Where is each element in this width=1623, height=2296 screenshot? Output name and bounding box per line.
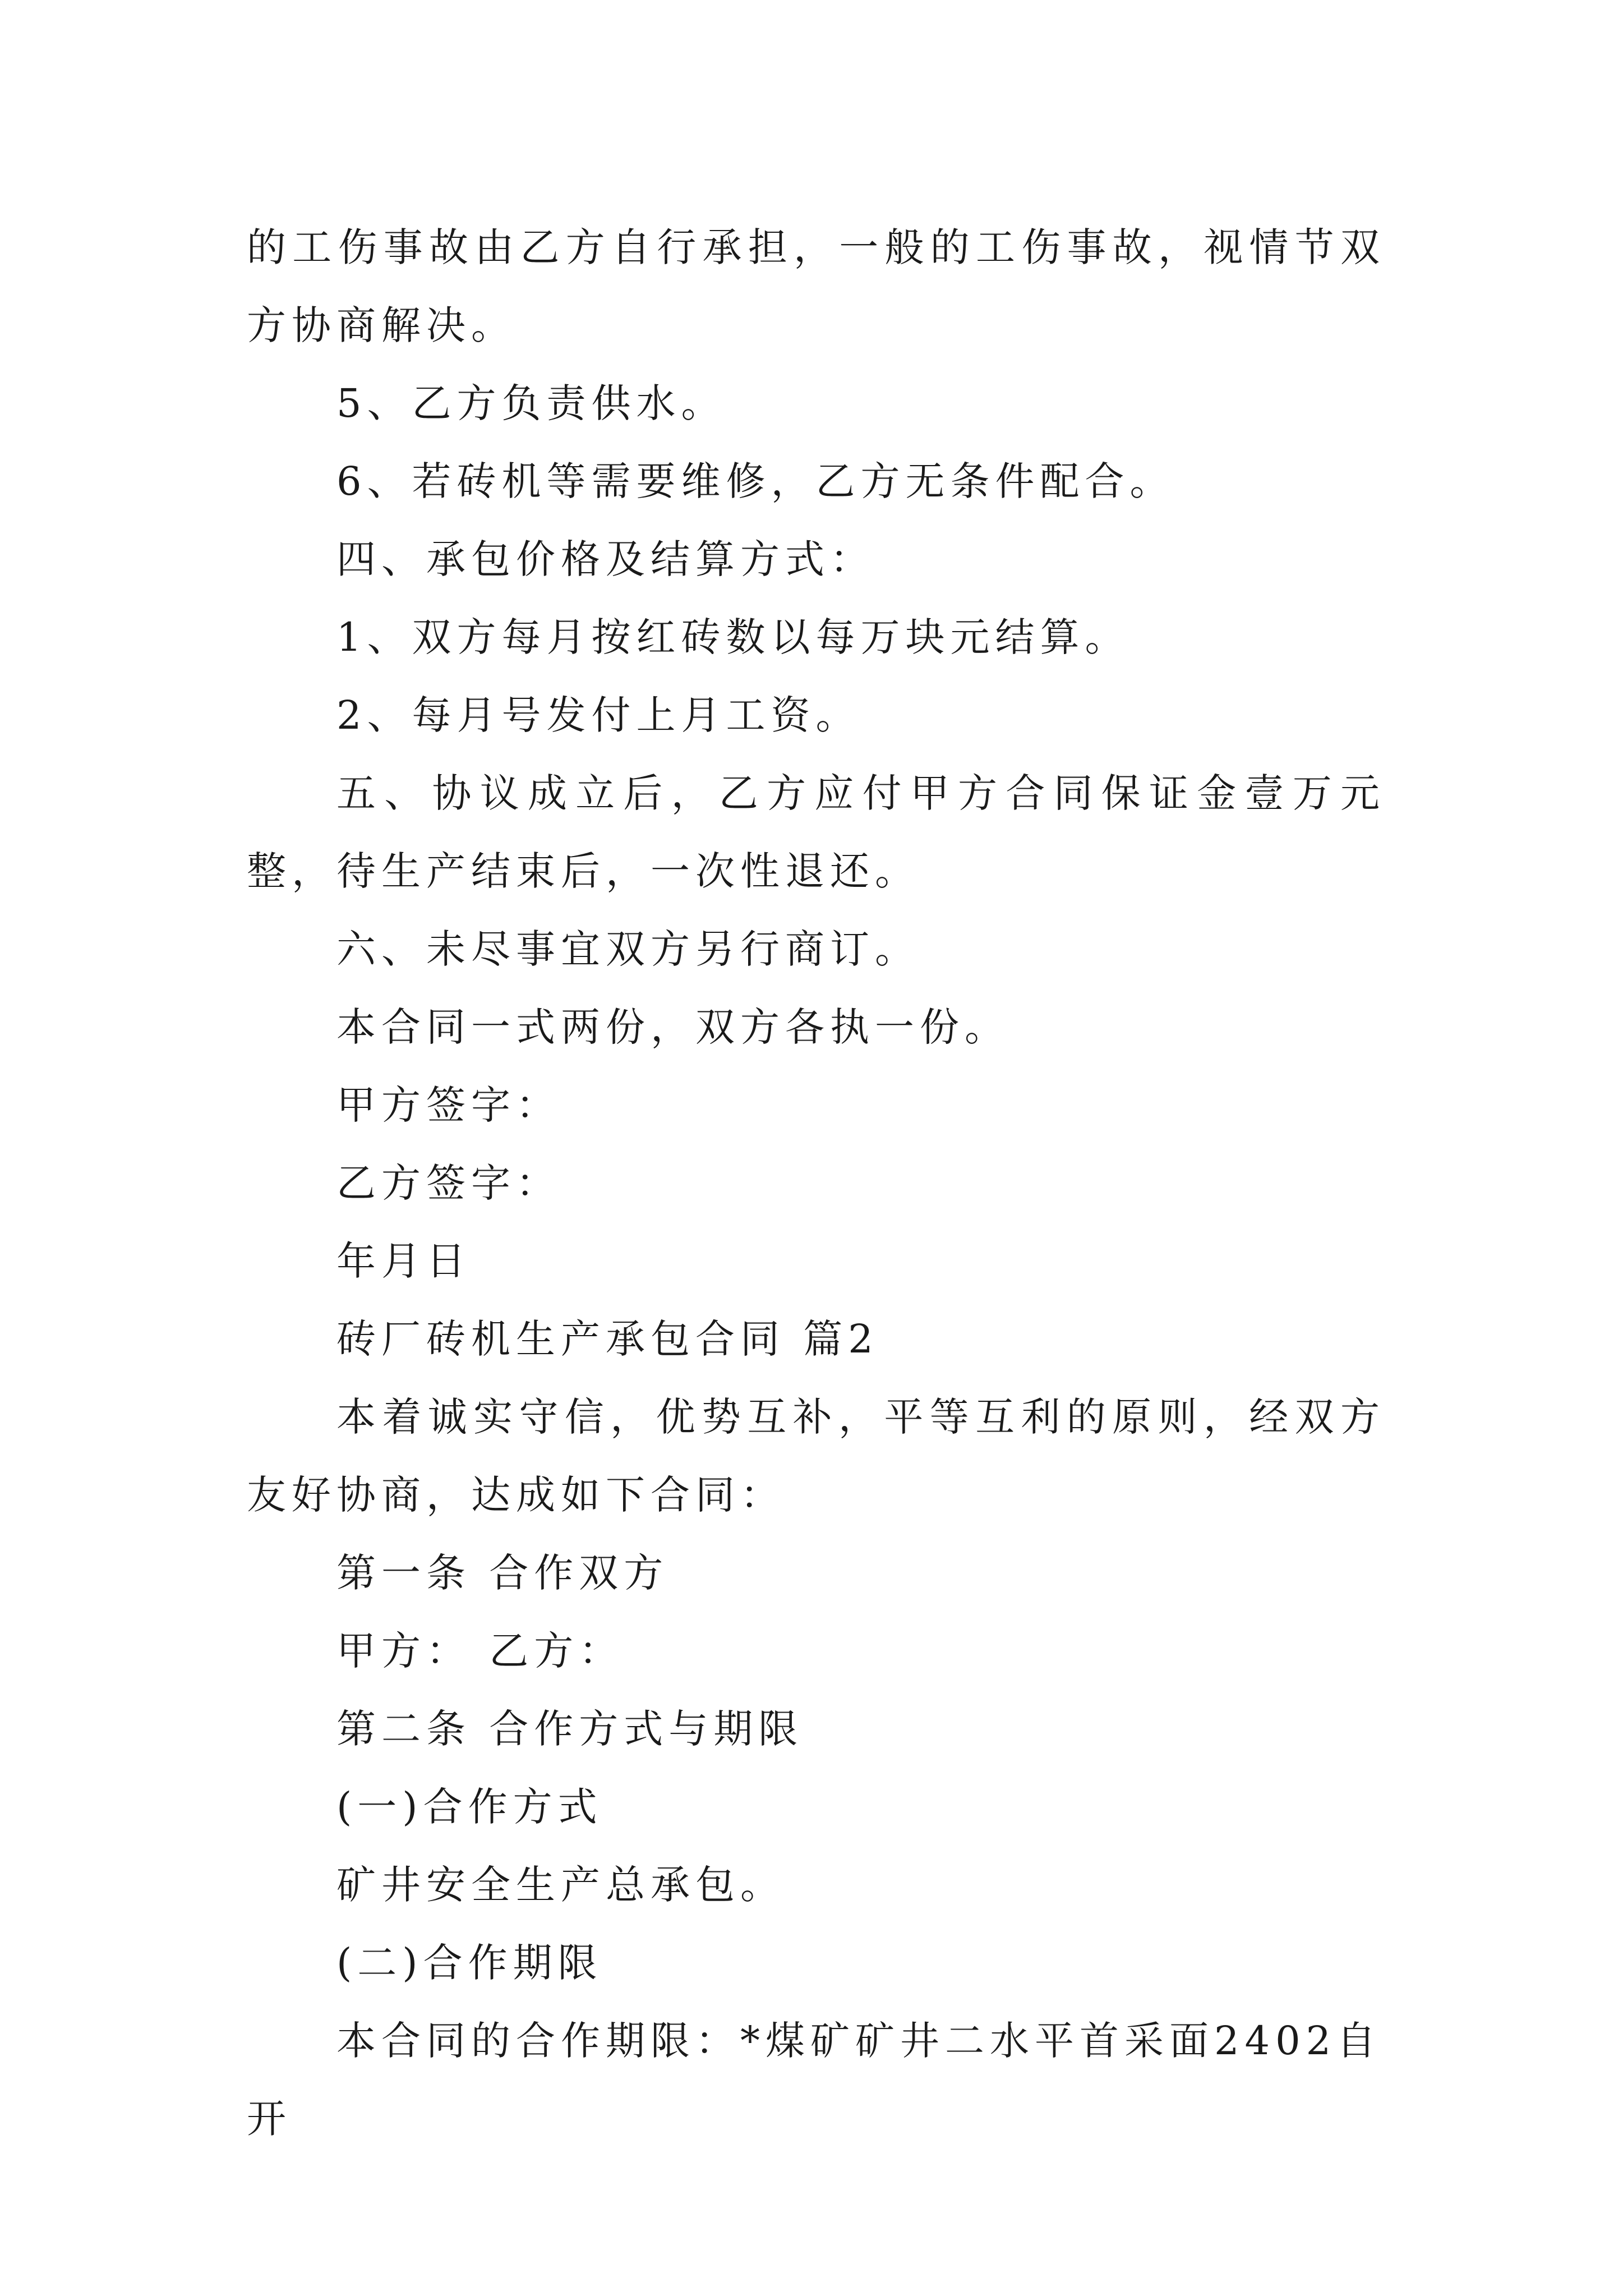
paragraph-settlement: 1、双方每月按红砖数以每万块元结算。 <box>336 614 1130 660</box>
signature-party-a: 甲方签字： <box>336 1082 561 1128</box>
article-1-heading: 第一条 合作双方 <box>336 1550 669 1596</box>
signature-party-b: 乙方签字： <box>336 1160 561 1206</box>
subsection-cooperation-term: (二)合作期限 <box>336 1940 603 1986</box>
subsection-cooperation-mode: (一)合作方式 <box>336 1784 603 1830</box>
paragraph-deposit: 五、协议成立后，乙方应付甲方合同保证金壹万元整，待生产结束后，一次性退还。 <box>247 770 1385 894</box>
paragraph-term-detail: 本合同的合作期限：*煤矿矿井二水平首采面2402自开 <box>247 2018 1382 2142</box>
paragraph-maintenance: 6、若砖机等需要维修，乙方无条件配合。 <box>336 458 1175 504</box>
contract-title-2: 砖厂砖机生产承包合同 篇2 <box>336 1316 879 1362</box>
paragraph-injury-clause: 的工伤事故由乙方自行承担，一般的工伤事故，视情节双方协商解决。 <box>247 224 1385 348</box>
paragraph-general-contract: 矿井安全生产总承包。 <box>336 1862 785 1908</box>
date-line: 年月日 <box>336 1238 471 1284</box>
parties-line: 甲方： 乙方： <box>336 1628 624 1674</box>
document-page <box>247 209 1385 2158</box>
paragraph-copies: 本合同一式两份，双方各执一份。 <box>336 1004 1009 1050</box>
article-2-heading: 第二条 合作方式与期限 <box>336 1706 804 1752</box>
section-heading-price: 四、承包价格及结算方式： <box>336 536 875 582</box>
paragraph-preamble: 本着诚实守信，优势互补，平等互利的原则，经双方友好协商，达成如下合同： <box>247 1394 1385 1518</box>
paragraph-wage-payment: 2、每月号发付上月工资。 <box>336 692 861 738</box>
paragraph-water-supply: 5、乙方负责供水。 <box>336 380 726 426</box>
paragraph-other-matters: 六、未尽事宜双方另行商订。 <box>336 926 920 972</box>
